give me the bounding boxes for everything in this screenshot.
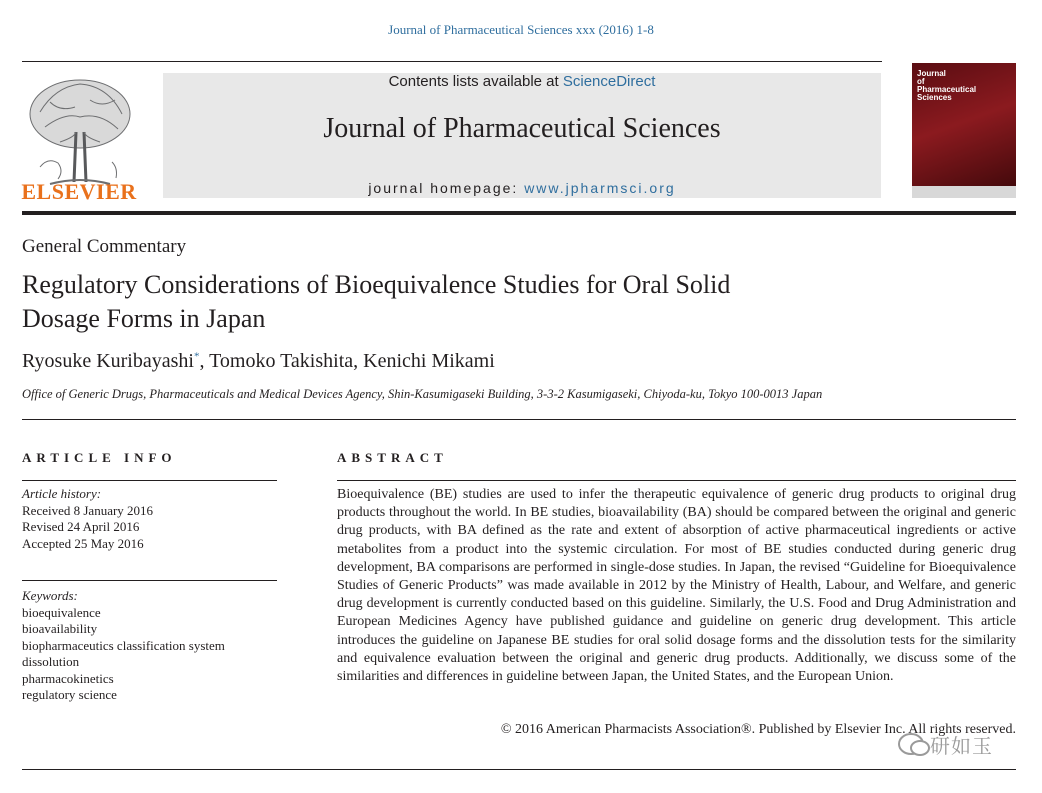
- cover-footer-band: [912, 186, 1016, 198]
- keyword-item: biopharmaceutics classification system: [22, 637, 225, 653]
- history-item: Received 8 January 2016: [22, 502, 154, 518]
- article-info-heading: ARTICLE INFO: [22, 450, 177, 465]
- keyword-item: regulatory science: [22, 687, 117, 702]
- keywords-rule: [22, 580, 277, 581]
- history-item: Revised 24 April 2016: [22, 519, 140, 534]
- bottom-rule: [22, 769, 1016, 770]
- author-list: [22, 350, 495, 373]
- article-title: [22, 268, 922, 336]
- article-history: [22, 486, 153, 552]
- article-info-rule: [22, 480, 277, 481]
- cover-title-line: of: [917, 77, 925, 86]
- keyword-item: bioavailability: [22, 621, 98, 636]
- watermark-text: 研如玉: [930, 734, 993, 758]
- keyword-item: bioequivalence: [22, 604, 101, 620]
- abstract-rule: [337, 480, 1016, 481]
- elsevier-wordmark: ELSEVIER: [21, 179, 137, 204]
- header-rule: [22, 61, 882, 62]
- abstract-text: Bioequivalence (BE) studies are used to infer the therapeutic equivalence of generic drug products to original drug products throughout the world. In BE studies, bioavailability (BA) should be compared between the original and generic drug products, with BA defined as the rate and extent of absorption of active pharmaceutical ingredients or active metabolites from a product into the systemic circulation. For most of BE studies conducted during generic drug development, BA comparisons are performed in single-dose studies. In Japan, the revised “Guideline for Bioequivalence Studies of Generic Products” was made available in 2012 by the Ministry of Health, Labour, and Welfare, and generic drug development is currently conducted based on this guideline. Similarly, the U.S. Food and Drug Administration and European Medicines Agency have published guidance and guideline on generic drug development. This article introduces the guideline on Japanese BE studies for oral solid dosage forms and the dissolution tests for the similarity and equivalence evaluation between the original and generic drug products. Additionally, we discuss some of the similarities and differences in guideline between Japan, the United States, and the European Union.: [337, 487, 1016, 685]
- affiliation: Office of Generic Drugs, Pharmaceuticals and Medical Devices Agency, Shin-Kasumigaseki Building, 3-3-2 Kasumigaseki, Chiyoda-ku, Tokyo 100-0013 Japan: [22, 387, 823, 401]
- homepage-prefix: journal homepage:: [368, 180, 525, 196]
- cover-title-line: Pharmaceutical: [917, 85, 977, 94]
- copyright-line: © 2016 American Pharmacists Association®. Published by Elsevier Inc. All rights reserved.: [500, 722, 1016, 737]
- keyword-item: dissolution: [22, 654, 80, 669]
- abstract-heading: ABSTRACT: [337, 450, 448, 465]
- article-title-line: Dosage Forms in Japan: [22, 304, 266, 333]
- history-item: Accepted 25 May 2016: [22, 535, 144, 551]
- corresponding-author-mark[interactable]: *: [193, 350, 200, 363]
- contents-available-line: [163, 73, 881, 90]
- keyword-item: pharmacokinetics: [22, 670, 114, 686]
- sciencedirect-link[interactable]: ScienceDirect: [562, 73, 656, 90]
- article-type: General Commentary: [22, 236, 187, 257]
- journal-title: Journal of Pharmaceutical Sciences: [323, 113, 721, 144]
- cover-title-line: Sciences: [917, 93, 952, 102]
- keywords-list: [22, 588, 225, 704]
- cover-title-line: Journal: [917, 69, 946, 78]
- running-header: Journal of Pharmaceutical Sciences xxx (2016) 1-8: [388, 22, 654, 37]
- author-names-rest: , Tomoko Takishita, Kenichi Mikami: [199, 350, 495, 372]
- history-label: Article history:: [22, 486, 102, 501]
- section-divider: [22, 419, 1016, 420]
- article-title-line: Regulatory Considerations of Bioequivalence Studies for Oral Solid: [22, 270, 731, 299]
- homepage-link[interactable]: www.jpharmsci.org: [524, 180, 676, 196]
- keywords-label: Keywords:: [22, 588, 78, 603]
- masthead-heavy-rule: [22, 211, 1016, 215]
- author-name[interactable]: Ryosuke Kuribayashi: [22, 350, 194, 372]
- journal-homepage-line: [163, 180, 881, 196]
- cover-title: [917, 70, 1007, 102]
- contents-prefix: Contents lists available at: [388, 73, 563, 90]
